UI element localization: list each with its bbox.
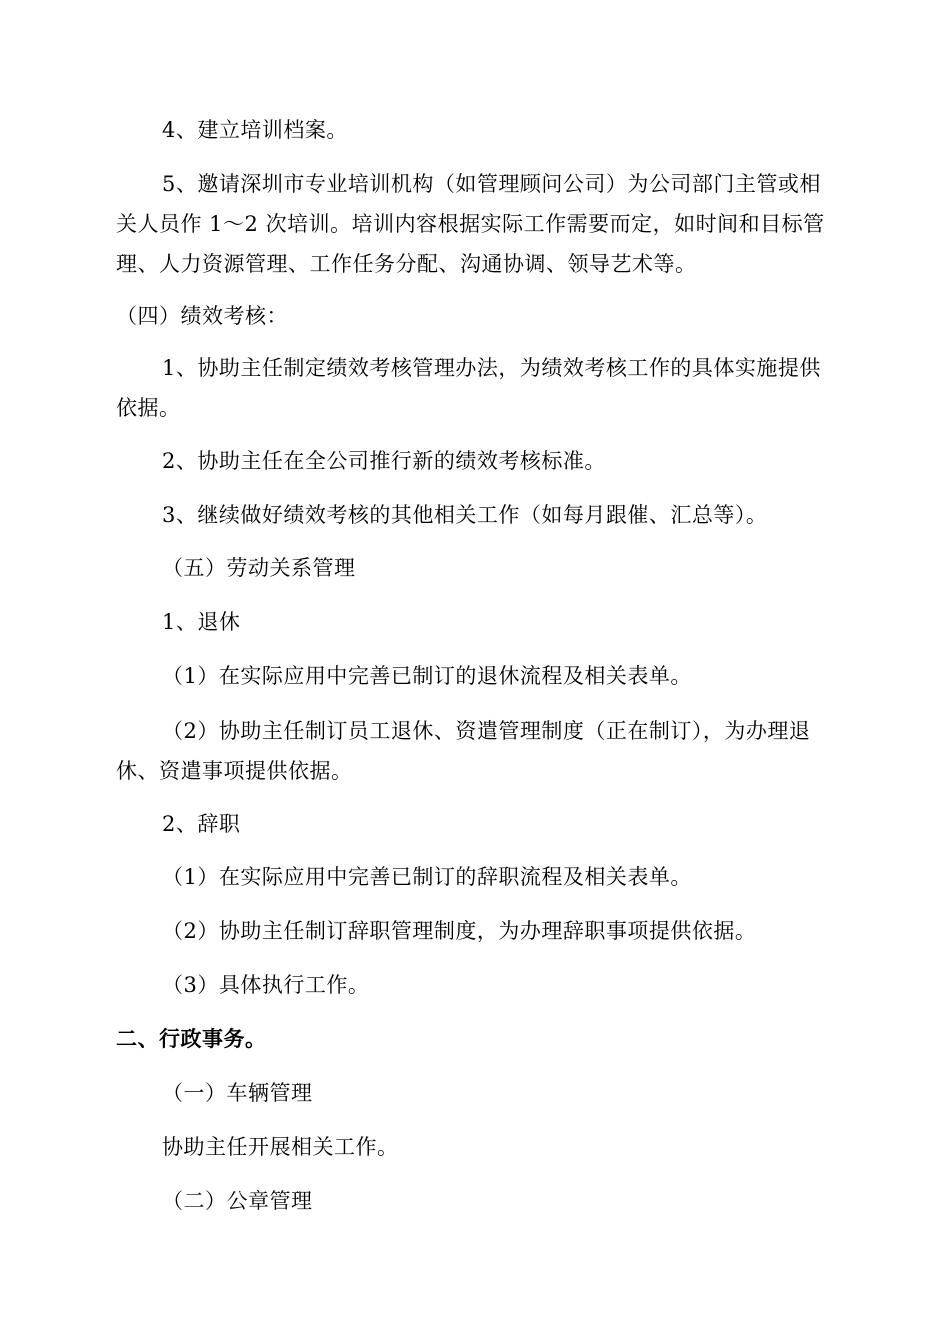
section-heading-performance: （四）绩效考核： <box>116 304 288 328</box>
paragraph-retirement-2: （2）协助主任制订员工退休、资遣管理制度（正在制订），为办理退休、资遣事项提供依据。 <box>116 719 811 783</box>
paragraph-performance-1: 1、协助主任制定绩效考核管理办法，为绩效考核工作的具体实施提供依据。 <box>116 356 821 420</box>
subheading-resignation: 2、辞职 <box>162 812 241 836</box>
paragraph-training-archive: 4、建立培训档案。 <box>162 118 348 142</box>
subheading-retirement: 1、退休 <box>162 610 241 634</box>
paragraph-resignation-1: （1）在实际应用中完善已制订的辞职流程及相关表单。 <box>162 865 692 889</box>
section-heading-admin-affairs: 二、行政事务。 <box>116 1027 267 1051</box>
section-heading-seal: （二）公章管理 <box>162 1189 313 1213</box>
paragraph-retirement-1: （1）在实际应用中完善已制订的退休流程及相关表单。 <box>162 664 692 688</box>
section-heading-vehicle: （一）车辆管理 <box>162 1081 313 1105</box>
paragraph-resignation-3: （3）具体执行工作。 <box>162 973 370 997</box>
paragraph-resignation-2: （2）协助主任制订辞职管理制度，为办理辞职事项提供依据。 <box>162 919 757 943</box>
section-heading-labor-relations: （五）劳动关系管理 <box>162 556 356 580</box>
paragraph-external-training: 5、邀请深圳市专业培训机构（如管理顾问公司）为公司部门主管或相关人员作 1～2 次培训。培训内容根据实际工作需要而定，如时间和目标管理、人力资源管理、工作任务分配、沟通协调、领导艺术等。 <box>116 172 825 276</box>
paragraph-performance-3: 3、继续做好绩效考核的其他相关工作（如每月跟催、汇总等）。 <box>162 503 768 527</box>
paragraph-performance-2: 2、协助主任在全公司推行新的绩效考核标准。 <box>162 449 606 473</box>
paragraph-vehicle-1: 协助主任开展相关工作。 <box>162 1135 399 1159</box>
